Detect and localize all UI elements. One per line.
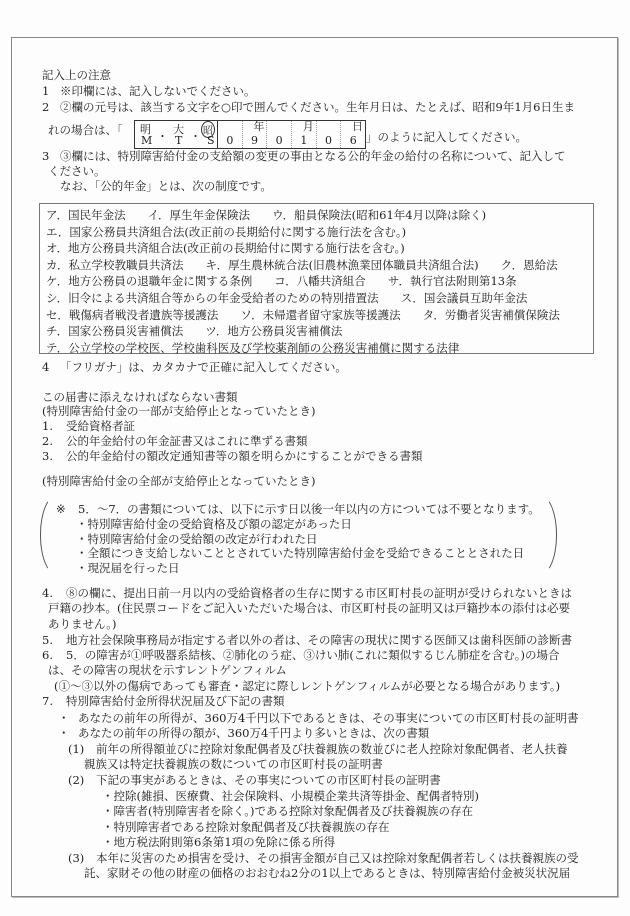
sub-number: (1) xyxy=(68,742,85,756)
item-number: 1. xyxy=(42,419,53,433)
era-showa-circled: 昭 xyxy=(201,121,215,138)
pension-law-item: タ．労働者災害補償保険法 xyxy=(422,307,560,322)
note-4-text: 「フリガナ」は、カタカナで正確に記入してください。 xyxy=(60,360,347,374)
note-3-line1: ③欄には、特別障害給付金の支給額の変更の事由となる公的年金の給付の名称について、記入して xyxy=(60,149,566,163)
sub-1-line: 親族又は特定扶養親族の数についての市区町村長の証明書 xyxy=(84,757,383,771)
partial-heading: (特別障害給付金の一部が支給停止となっていたとき) xyxy=(42,404,316,418)
note-4-number: 4 xyxy=(42,360,50,374)
item-6-line: 5．の障害が①呼吸器系結核、②肺化のう症、③けい肺(これに類似するじん肺症を含む。)の場合 xyxy=(66,648,560,662)
note-3-line3: なお、「公的年金」とは、次の制度です。 xyxy=(60,179,272,193)
item-4-line: 戸籍の抄本。(住民票コードをご記入いただいた場合は、市区町村長の証明又は戸籍抄本の添付は必要 xyxy=(48,601,570,615)
pension-law-item: キ．厚生農林統合法(旧農林漁業団体職員共済組合法) xyxy=(205,257,479,272)
pension-law-item: ク．恩給法 xyxy=(500,257,558,272)
sub-2-bullet: ・障害者(特別障害者を除く。)である控除対象配偶者及び扶養親族の存在 xyxy=(102,804,473,818)
item-4-line: ありません。) xyxy=(48,617,117,631)
era-t: T xyxy=(175,134,183,147)
pension-law-item: カ．私立学校教職員共済法 xyxy=(46,257,184,272)
exemption-bullet: ・特別障害給付金の受給額の改定が行われた日 xyxy=(76,532,318,546)
pension-law-item: テ．公立学校の学校医、学校歯科医及び学校薬剤師の公務災害補償に関する法律 xyxy=(46,340,460,355)
sub-2-text: 下記の事実があるときは、その事実についての市区町村長の証明書 xyxy=(96,773,441,787)
item-5-text: 地方社会保険事務局が指定する者以外の者は、その障害の現状に関する医師又は歯科医師の診断書 xyxy=(66,633,572,647)
pension-law-row xyxy=(46,258,558,272)
unit-month: 月 xyxy=(302,120,314,133)
note-mark: ※ xyxy=(56,502,66,516)
item-6-line: (①～③以外の傷病であっても審査・認定に際しレントゲンフィルムが必要となる場合があります。) xyxy=(54,679,561,693)
bullet: ・ xyxy=(58,726,70,740)
note-3-number: 3 xyxy=(42,149,50,163)
partial-item: 公的年金給付の額改定通知書等の額を明らかにすることができる書類 xyxy=(66,449,423,463)
pension-law-row xyxy=(46,274,517,288)
item-number: 5. xyxy=(42,633,53,647)
pension-law-item: ツ．地方公務員災害補償法 xyxy=(205,324,343,339)
pension-law-item: エ．国家公務員共済組合法(改正前の長期給付に関する施行法を含む。) xyxy=(46,224,407,239)
exemption-bullet: ・全額につき支給しないこととされていた特別障害給付金を受給できることとされた日 xyxy=(76,546,525,560)
digit-cell: 0 xyxy=(317,121,342,148)
era-m: M xyxy=(141,134,153,147)
item-number: 6. xyxy=(42,648,53,662)
date-example-box xyxy=(134,120,366,149)
note-1-text: ※印欄には、記入しないでください。 xyxy=(60,84,256,98)
section-title: 記入上の注意 xyxy=(42,68,111,82)
partial-item: 受給資格者証 xyxy=(66,419,135,433)
attachments-heading: この届書に添えなければならない書類 xyxy=(42,390,238,404)
item-4-line: ⑧の欄に、提出日前一月以内の受給資格者の生存に関する市区町村長の証明が受けられないときは xyxy=(66,586,572,600)
era-separator: ・ xyxy=(190,130,201,143)
full-heading: (特別障害給付金の全部が支給停止となっていたとき) xyxy=(42,474,316,488)
item-number: 3. xyxy=(42,449,53,463)
pension-law-item: ア．国民年金法 xyxy=(46,208,126,222)
note-2-number: 2 xyxy=(42,100,50,114)
pension-law-row xyxy=(46,324,342,338)
exemption-note-text: 5．～7．の書類については、以下に示す日以後一年以内の方については不要となります。 xyxy=(78,502,540,516)
era-s: S xyxy=(207,134,215,147)
note-2-line1: ②欄の元号は、該当する文字を○印で囲んでください。生年月日は、たとえば、昭和9年1月6日生ま xyxy=(60,100,575,114)
sub-2-bullet: ・地方税法附則第6条第1項の免除に係る所得 xyxy=(102,835,336,849)
unit-year: 年 xyxy=(253,120,265,133)
pension-law-item: オ．地方公務員共済組合法(改正前の長期給付に関する施行法を含む。) xyxy=(46,241,405,256)
note-2-line2-post: 」のように記入してください。 xyxy=(366,130,527,144)
sub-1-line: 前年の所得額並びに控除対象配偶者及び扶養親族の数並びに老人控除対象配偶者、老人扶養 xyxy=(96,742,568,756)
note-3-line2: ください。 xyxy=(48,164,106,178)
pension-law-item: コ．八幡共済組合 xyxy=(274,274,366,289)
pension-law-item: セ．戦傷病者戦没者遺族等援護法 xyxy=(46,307,219,322)
era-cell xyxy=(135,121,218,148)
sub-number: (3) xyxy=(68,851,85,865)
digit-cell: 年 9 xyxy=(243,121,268,148)
pension-law-item: イ．厚生年金保険法 xyxy=(147,208,251,222)
pension-law-row xyxy=(46,208,486,222)
sub-2-bullet: ・控除(雑損、医療費、社会保険料、小規模企業共済等掛金、配偶者特別) xyxy=(102,789,479,803)
pension-law-row xyxy=(46,241,405,255)
digit-cell: 0 xyxy=(267,121,292,148)
note-2-line2-pre: れの場合は、「 xyxy=(48,123,123,137)
sub-number: (2) xyxy=(68,773,85,787)
item-7-bullet-1: あなたの前年の所得が、360万4千円以下であるときは、その事実についての市区町村長の証明書 xyxy=(78,711,579,725)
item-7-bullet-2: あなたの前年の所得の額が、360万4千円より多いときは、次の書類 xyxy=(78,726,430,740)
bullet: ・ xyxy=(58,711,70,725)
item-number: 4. xyxy=(42,586,53,600)
digit-cell: 0 xyxy=(218,121,243,148)
sub-3-line: 本年に災害のため損害を受け、その損害金額が自己又は控除対象配偶者若しくは扶養親族の受 xyxy=(96,851,579,865)
sub-3-line: 託、家財その他の財産の価格のおおむね2分の1以上であるときは、特別障害給付金被災状況届 xyxy=(84,866,571,880)
digit-cell: 日 6 xyxy=(341,121,365,148)
partial-item: 公的年金給付の年金証書又はこれに準ずる書類 xyxy=(66,434,308,448)
note-1-number: 1 xyxy=(42,84,50,98)
era-meiji: 明 xyxy=(140,123,151,136)
item-number: 7. xyxy=(42,694,53,708)
exemption-bullet: ・現況届を行った日 xyxy=(76,561,180,575)
pension-law-row xyxy=(46,291,527,305)
unit-day: 日 xyxy=(352,120,364,133)
pension-law-row xyxy=(46,308,560,322)
sub-2-bullet: ・特別障害者である控除対象配偶者及び扶養親族の存在 xyxy=(102,820,390,834)
exemption-bullet: ・特別障害給付金の受給資格及び額の認定があった日 xyxy=(76,517,352,531)
pension-law-item: ソ．未帰還者留守家族等援護法 xyxy=(240,307,401,322)
pension-law-item: シ．旧令による共済組合等からの年金受給者のための特別措置法 xyxy=(46,291,379,305)
pension-law-item: ス．国会議員互助年金法 xyxy=(400,291,528,305)
item-number: 2. xyxy=(42,434,53,448)
item-7-text: 特別障害給付金所得状況届及び下記の書類 xyxy=(66,694,285,708)
digit-cell: 月 1 xyxy=(292,121,317,148)
era-separator: ・ xyxy=(157,130,168,143)
era-taisho: 大 xyxy=(173,123,184,136)
pension-law-item: サ．執行官法附則第13条 xyxy=(387,274,517,289)
pension-law-item: ウ．船員保険法(昭和61年4月以降は除く) xyxy=(272,208,487,222)
pension-law-item: ケ．地方公務員の退職年金に関する条例 xyxy=(46,274,253,289)
pension-law-row xyxy=(46,225,406,239)
pension-law-item: チ．国家公務員災害補償法 xyxy=(46,324,184,339)
item-6-line: は、その障害の現状を示すレントゲンフィルム xyxy=(48,663,287,677)
pension-law-row xyxy=(46,341,459,355)
